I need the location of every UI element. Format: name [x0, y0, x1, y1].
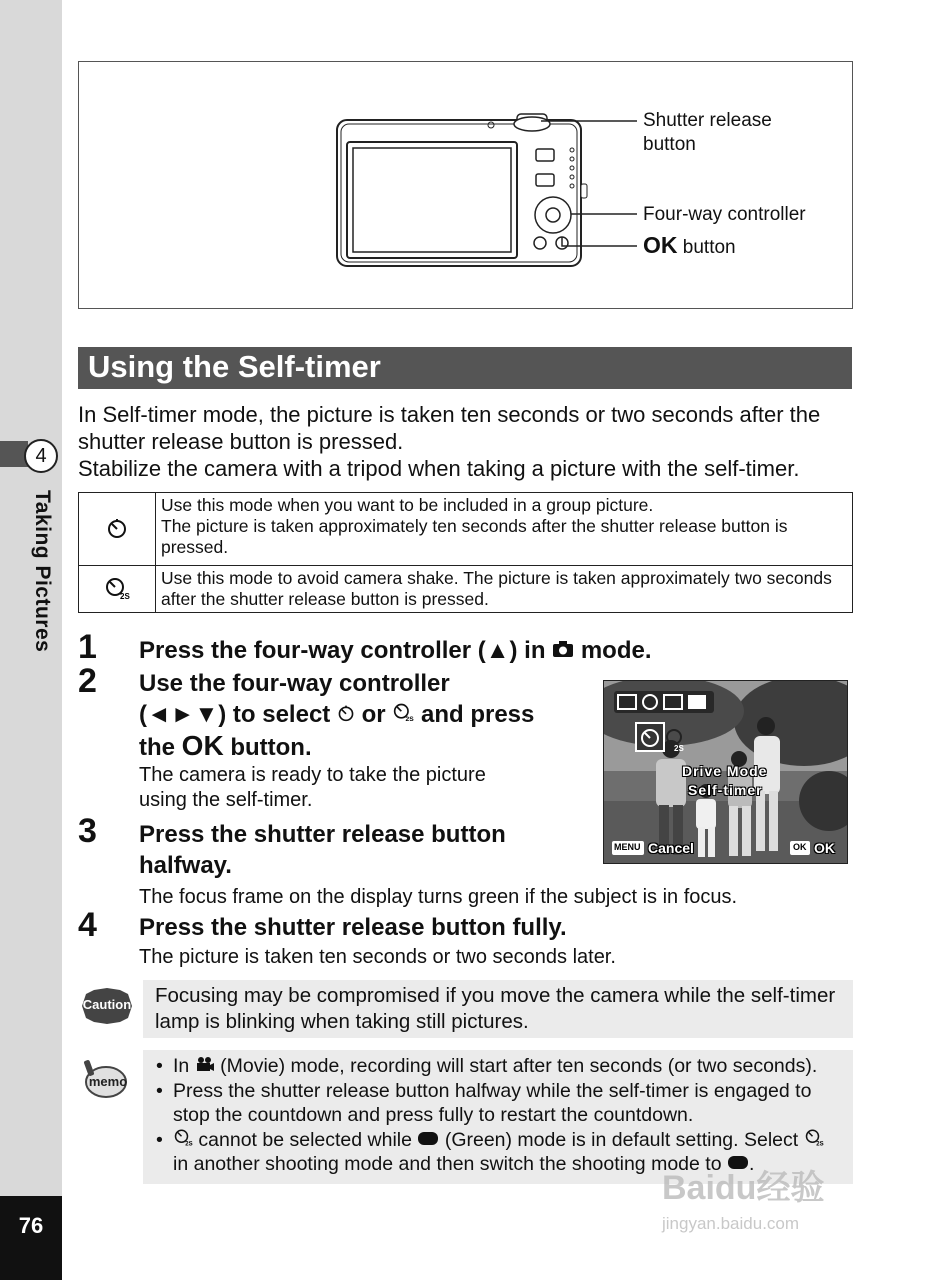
shutter-release-callout: Shutter release button — [643, 110, 772, 155]
step-heading-text: Press the four-way controller (▲) in — [139, 637, 546, 664]
step-number: 4 — [78, 906, 97, 944]
screen-ok-label: OK — [814, 840, 835, 856]
memo-text: cannot be selected while — [198, 1128, 412, 1151]
self-timer-icon — [79, 493, 156, 566]
step-heading: Press the shutter release button fully. — [139, 914, 567, 941]
chapter-tab — [0, 437, 62, 475]
camera-icon — [552, 637, 574, 664]
self-timer-2s-icon — [392, 701, 414, 728]
caution-badge — [80, 986, 134, 1026]
watermark-logo: Baidu经验 — [662, 1169, 825, 1207]
svg-text:2S: 2S — [405, 716, 414, 722]
memo-text: . — [748, 1153, 755, 1175]
sidebar — [0, 0, 62, 1280]
step-heading-line: Use the four-way controller — [139, 670, 450, 697]
step-number: 1 — [78, 628, 97, 666]
mode-description: Use this mode to avoid camera shake. The picture is taken approximately two seconds after the shutter release button is pressed. — [156, 566, 853, 613]
chapter-label: Taking Pictures — [31, 490, 54, 653]
svg-text:2S: • 2S — [185, 1140, 193, 1146]
screen-cancel-label: Cancel — [648, 840, 694, 856]
mode-description: Use this mode when you want to be included in a group picture. The picture is taken approximately ten seconds after the shutter release button is pressed. — [156, 493, 853, 566]
self-timer-2s-icon — [804, 1129, 824, 1151]
step-heading — [139, 668, 599, 763]
camera-back-illustration — [79, 62, 852, 308]
step-heading-line — [139, 730, 599, 763]
screen-title: Drive Mode — [682, 763, 768, 779]
step-number: 2 — [78, 662, 97, 700]
watermark-url: jingyan.baidu.com — [662, 1214, 800, 1233]
svg-text:2S: 2S — [120, 591, 130, 600]
caution-label: Caution — [82, 997, 132, 1012]
ok-label: OK — [181, 730, 224, 761]
step-heading-line — [139, 699, 599, 730]
step-body: The focus frame on the display turns green if the subject is in focus. — [139, 886, 738, 908]
step-heading-text: (◄►▼) to select — [139, 701, 331, 728]
self-timer-modes-table — [78, 492, 853, 613]
step-number: 3 — [78, 812, 97, 850]
list-item: • Press the shutter release button halfway while the self-timer is engaged to stop the countdown and press fully to restart the countdown. — [173, 1079, 841, 1128]
memo-text: (Movie) mode, recording will start after ten seconds (or two seconds). — [220, 1055, 818, 1077]
intro-paragraph: Stabilize the camera with a tripod when taking a picture with the self-timer. — [78, 456, 800, 481]
step-body: The picture is taken ten seconds or two seconds later. — [139, 946, 616, 968]
screen-subtitle: Self-timer — [688, 782, 763, 798]
svg-text:2S: 2S — [815, 1140, 824, 1146]
memo-text: In — [173, 1055, 190, 1077]
self-timer-2s-icon — [79, 566, 156, 613]
intro-paragraph: In Self-timer mode, the picture is taken ten seconds or two seconds after the shutter release button is pressed. — [78, 402, 821, 454]
screen-ok-key: OK — [793, 842, 807, 852]
memo-list — [155, 1054, 841, 1177]
svg-text:2S: 2S — [674, 744, 684, 753]
step-heading-tail: mode. — [580, 637, 652, 664]
table-row — [79, 493, 853, 566]
memo-badge — [80, 1058, 130, 1100]
section-title: Using the Self-timer — [78, 347, 852, 389]
ok-button-suffix: button — [677, 237, 736, 258]
camera-screen-image — [603, 680, 848, 864]
screen-menu-key: MENU — [614, 842, 641, 852]
step-heading-text: the — [139, 734, 175, 761]
self-timer-2s-icon — [173, 1129, 193, 1151]
memo-label: memo — [88, 1074, 128, 1089]
step-body: The camera is ready to take the picture using the self-timer. — [139, 764, 486, 811]
table-row — [79, 566, 853, 613]
step-heading-text: button. — [230, 734, 312, 761]
step-heading — [139, 635, 652, 666]
camera-figure — [78, 61, 853, 309]
step-heading-text: and press — [420, 701, 535, 728]
step-heading: Press the shutter release button halfway. — [139, 821, 506, 879]
ok-label: OK — [643, 232, 678, 258]
intro-text — [78, 401, 858, 482]
list-item — [173, 1054, 841, 1079]
green-mode-icon — [417, 1129, 439, 1151]
chapter-number: 4 — [24, 439, 58, 473]
caution-box: Focusing may be compromised if you move the camera while the self-timer lamp is blinking when taking still pictures. — [143, 980, 853, 1038]
memo-text: in another shooting mode and then switch the shooting mode to — [173, 1153, 722, 1175]
movie-icon — [195, 1055, 215, 1077]
four-way-controller-callout: Four-way controller — [643, 204, 806, 225]
self-timer-icon — [337, 701, 355, 728]
memo-text: (Green) mode is in default setting. Select — [444, 1128, 799, 1151]
step-heading-text: or — [361, 701, 386, 728]
page-number: 76 — [0, 1196, 62, 1280]
ok-button-callout — [643, 233, 736, 260]
